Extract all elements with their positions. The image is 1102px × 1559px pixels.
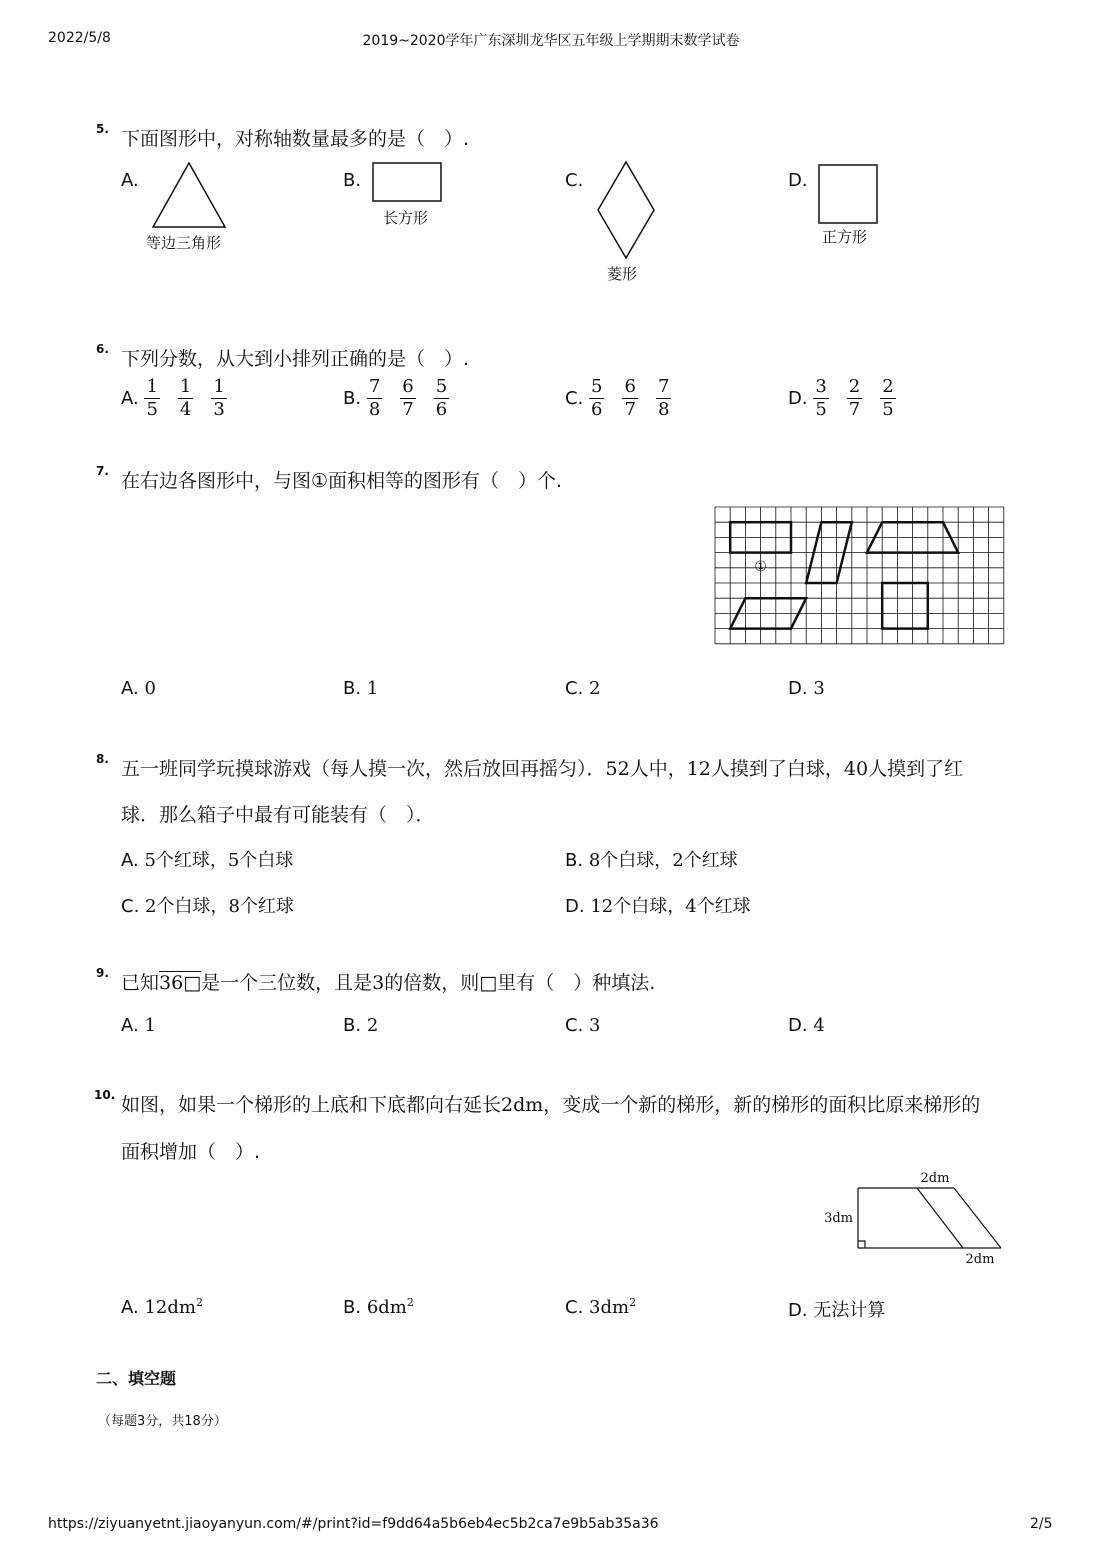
label-top: 2dm [920,1171,950,1186]
option-label: B. [343,170,362,191]
option-d: D. 3 [788,678,825,699]
question-number: 6. [96,342,109,356]
option-a: A. 0 [121,678,156,699]
fraction: $\frac{2}{5}$ [882,376,894,420]
section-title: 二、填空题 [96,1369,177,1388]
question-text: 在右边各图形中，与图①面积相等的图形有（ ）个. [121,470,563,492]
page-number: 2/5 [1030,1516,1053,1532]
fraction-list [144,376,244,421]
fraction: $\frac{1}{5}$ [146,376,158,420]
question-number: 8. [96,752,109,766]
option-c [565,376,689,421]
question-number: 5. [96,122,109,136]
option-d: D. 12个白球，4个红球 [565,896,751,917]
fraction: $\frac{1}{4}$ [179,376,192,420]
fraction: $\frac{7}{8}$ [368,376,381,420]
fraction-list [367,376,467,421]
section-note: （每题3分，共18分） [98,1414,227,1429]
question-text-line2: 面积增加（ ）. [121,1141,261,1163]
option-label: C. [565,170,584,191]
option-a [121,376,245,421]
option-b [343,376,467,421]
fraction: $\frac{5}{6}$ [591,376,603,420]
question-text: 下列分数，从大到小排列正确的是（ ）. [121,348,470,370]
option-d: D. 4 [788,1015,825,1036]
question-number: 7. [96,464,109,478]
fraction-list [589,376,689,421]
option-label: D. [788,388,808,409]
figure-caption: 正方形 [822,228,868,246]
option-label: A. [121,170,139,191]
option-d: D. 无法计算 [788,1300,886,1321]
rhombus-figure [596,160,658,260]
label-bottom: 2dm [965,1252,995,1267]
option-d [788,376,914,421]
question-number: 9. [96,966,109,980]
question-text: 已知36□是一个三位数，且是3的倍数，则□里有（ ）种填法. [121,972,656,994]
figure-caption: 等边三角形 [146,234,222,252]
question-text-line2: 球．那么箱子中最有可能装有（ ）． [121,804,435,826]
figure-label: ① [754,559,767,575]
option-label: B. [343,388,362,409]
option-label: A. [121,388,139,409]
question-text-line1: 如图，如果一个梯形的上底和下底都向右延长2dm，变成一个新的梯形，新的梯形的面积比原来梯形的 [121,1094,981,1116]
label-height: 3dm [824,1211,853,1226]
option-label: D. [788,170,808,191]
fraction-list [813,376,913,421]
grid-figure [712,505,1008,647]
option-b: B. 2 [343,1015,379,1036]
option-b: B. 8个白球，2个红球 [565,850,738,871]
question-number: 10. [94,1088,116,1102]
option-b: B. 1 [343,678,379,699]
option-b: B. $6dm^2$ [343,1296,414,1318]
square-figure [818,164,880,226]
equilateral-triangle-figure [150,160,228,230]
footer-url[interactable]: https://ziyuanyetnt.jiaoyanyun.com/#/print?id=f9dd64a5b6eb4ec5b2ca7e9b5ab35a36 [48,1516,659,1532]
rectangle-figure [372,162,444,204]
option-a: A. $12dm^2$ [121,1296,203,1318]
question-text-line1: 五一班同学玩摸球游戏（每人摸一次，然后放回再摇匀）．52人中，12人摸到了白球，40人摸到了红 [121,758,964,780]
fraction: $\frac{6}{7}$ [402,376,414,420]
figure-caption: 长方形 [383,209,429,227]
page-title: 2019~2020学年广东深圳龙华区五年级上学期期末数学试卷 [362,33,740,49]
option-c: C. 2 [565,678,601,699]
figure-caption: 菱形 [607,265,638,283]
fraction: $\frac{3}{5}$ [815,376,827,420]
fraction: $\frac{5}{6}$ [435,376,448,420]
trapezoid-figure [820,1168,1005,1268]
fraction: $\frac{6}{7}$ [624,376,636,420]
fraction: $\frac{1}{3}$ [213,376,225,420]
fraction: $\frac{7}{8}$ [657,376,670,420]
option-a: A. 5个红球，5个白球 [121,850,294,871]
print-date: 2022/5/8 [48,30,111,46]
option-label: C. [565,388,584,409]
option-c: C. 3 [565,1015,601,1036]
overline-number: 36□ [159,972,202,994]
option-c: C. 2个白球，8个红球 [121,896,294,917]
fraction: $\frac{2}{7}$ [848,376,861,420]
question-text: 下面图形中，对称轴数量最多的是（ ）. [121,128,470,150]
option-a: A. 1 [121,1015,156,1036]
option-c: C. $3dm^2$ [565,1296,637,1318]
